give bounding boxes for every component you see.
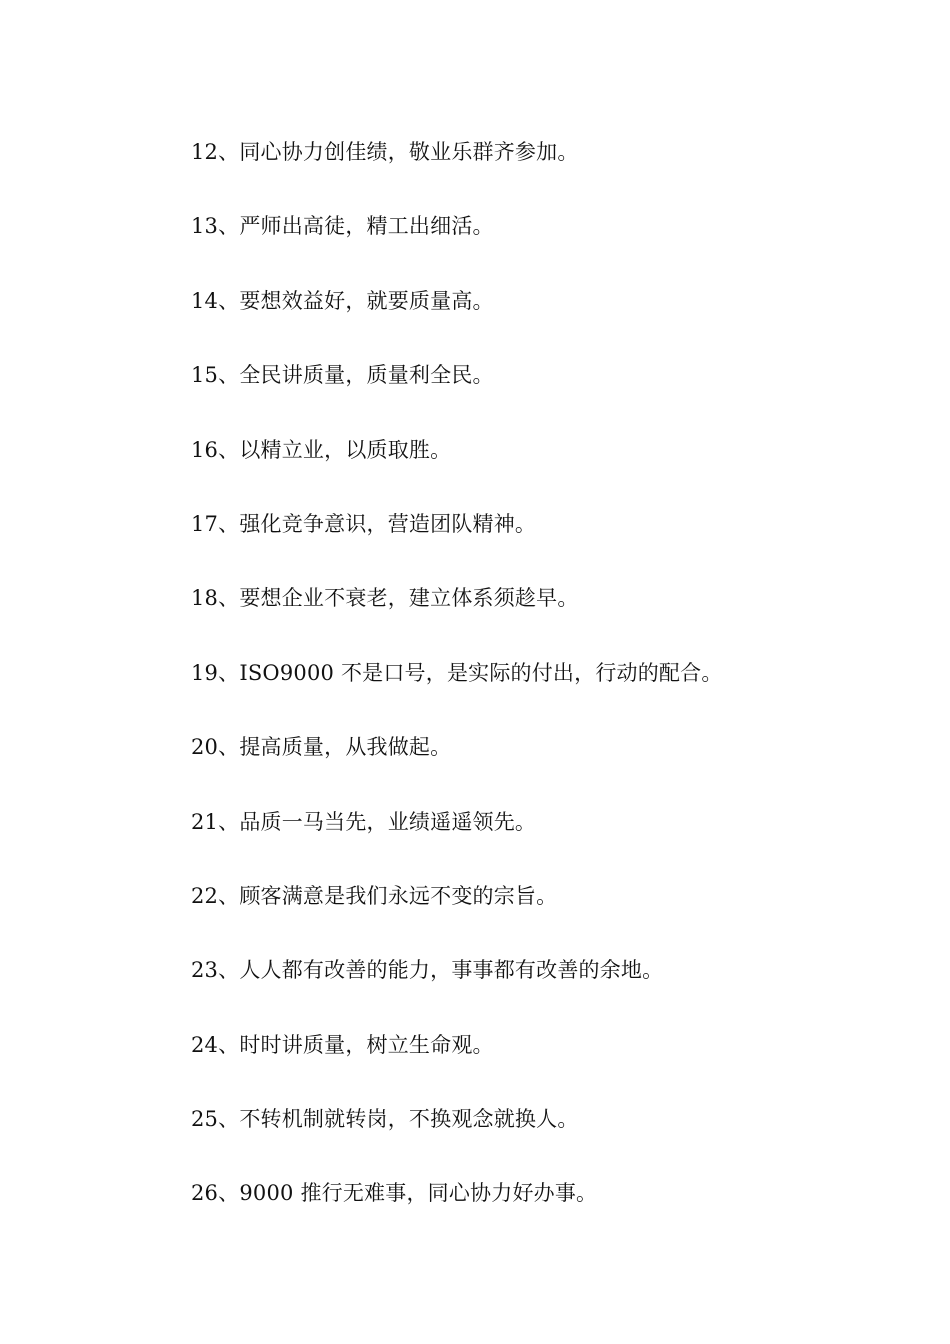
list-item: 19、ISO9000 不是口号，是实际的付出，行动的配合。 <box>191 660 723 685</box>
list-item: 22、顾客满意是我们永远不变的宗旨。 <box>191 883 558 908</box>
list-item: 18、要想企业不衰老，建立体系须趁早。 <box>191 586 579 611</box>
list-item: 23、人人都有改善的能力，事事都有改善的余地。 <box>191 958 664 983</box>
list-item: 17、强化竞争意识，营造团队精神。 <box>191 511 537 536</box>
list-item: 20、提高质量，从我做起。 <box>191 735 452 760</box>
list-item: 14、要想效益好，就要质量高。 <box>191 288 494 313</box>
list-item: 15、全民讲质量，质量利全民。 <box>191 363 494 388</box>
list-item: 24、时时讲质量，树立生命观。 <box>191 1032 494 1057</box>
list-item: 13、严师出高徒，精工出细活。 <box>191 214 494 239</box>
slogan-list <box>191 134 911 1250</box>
list-item: 21、品质一马当先，业绩遥遥领先。 <box>191 809 537 834</box>
list-item: 25、不转机制就转岗，不换观念就换人。 <box>191 1107 579 1132</box>
list-item: 12、同心协力创佳绩，敬业乐群齐参加。 <box>191 140 579 164</box>
list-item: 26、9000 推行无难事，同心协力好办事。 <box>191 1181 598 1206</box>
list-item: 16、以精立业，以质取胜。 <box>191 437 452 462</box>
